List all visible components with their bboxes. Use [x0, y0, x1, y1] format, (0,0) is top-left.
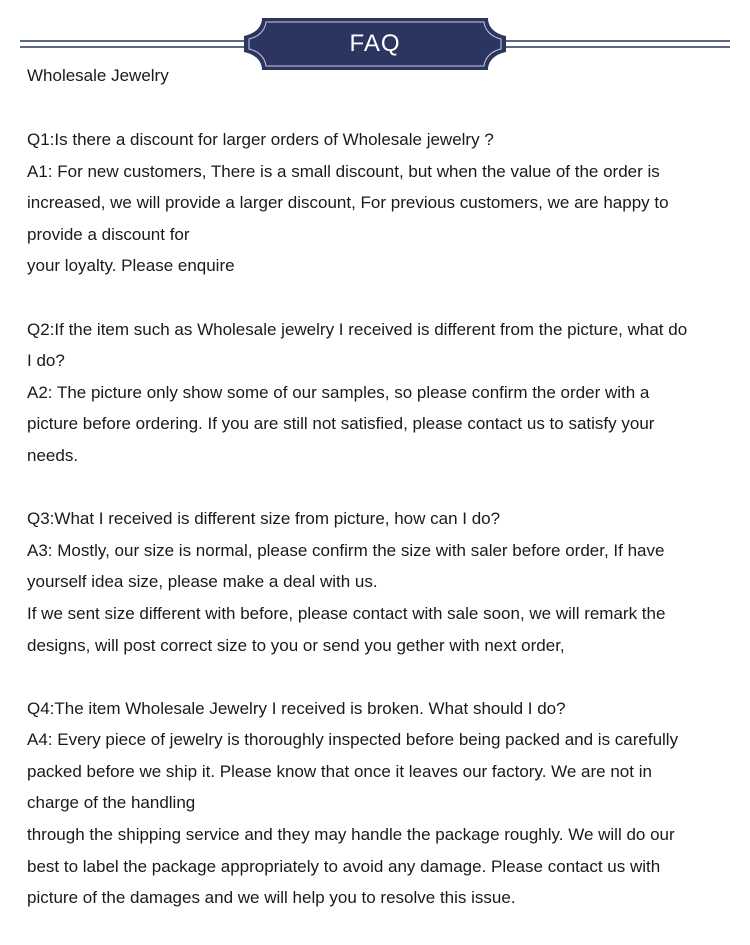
faq-item-q4 — [27, 693, 729, 914]
faq-line: best to label the package appropriately to avoid any damage. Please contact us with — [27, 856, 661, 876]
faq-line: provide a discount for — [27, 224, 190, 244]
faq-line: designs, will post correct size to you or send you gether with next order, — [27, 635, 565, 655]
faq-line: increased, we will provide a larger discount, For previous customers, we are happy to — [27, 193, 669, 213]
faq-line: A3: Mostly, our size is normal, please confirm the size with saler before order, If have — [27, 540, 665, 560]
faq-line: If we sent size different with before, please contact with sale soon, we will remark the — [27, 603, 666, 623]
faq-line: Q4:The item Wholesale Jewelry I received is broken. What should I do? — [27, 698, 566, 718]
faq-line: Q1:Is there a discount for larger orders of Wholesale jewelry ? — [27, 130, 494, 149]
faq-line: A4: Every piece of jewelry is thoroughly inspected before being packed and is carefully — [27, 730, 679, 750]
faq-line: I do? — [27, 351, 65, 371]
faq-line: your loyalty. Please enquire — [27, 256, 235, 276]
faq-line: picture before ordering. If you are still not satisfied, please contact us to satisfy your — [27, 414, 655, 434]
faq-line: yourself idea size, please make a deal with us. — [27, 572, 378, 592]
faq-line: charge of the handling — [27, 793, 196, 813]
faq-line: picture of the damages and we will help you to resolve this issue. — [27, 888, 516, 908]
faq-line: A1: For new customers, There is a small discount, but when the value of the order is — [27, 161, 660, 181]
faq-line: Q3:What I received is different size from picture, how can I do? — [27, 509, 501, 529]
faq-list — [27, 124, 729, 945]
faq-line: packed before we ship it. Please know that once it leaves our factory. We are not in — [27, 761, 652, 781]
faq-title: FAQ — [349, 30, 401, 57]
faq-item-q1 — [27, 124, 729, 282]
faq-line: Q2:If the item such as Wholesale jewelry I received is different from the picture, what do — [27, 319, 688, 339]
faq-item-q2 — [27, 314, 729, 472]
section-title: Wholesale Jewelry — [27, 66, 169, 85]
faq-line: A2: The picture only show some of our samples, so please confirm the order with a — [27, 382, 650, 402]
faq-item-q3 — [27, 503, 729, 661]
faq-line: through the shipping service and they may handle the package roughly. We will do our — [27, 825, 675, 845]
faq-line: needs. — [27, 445, 79, 465]
